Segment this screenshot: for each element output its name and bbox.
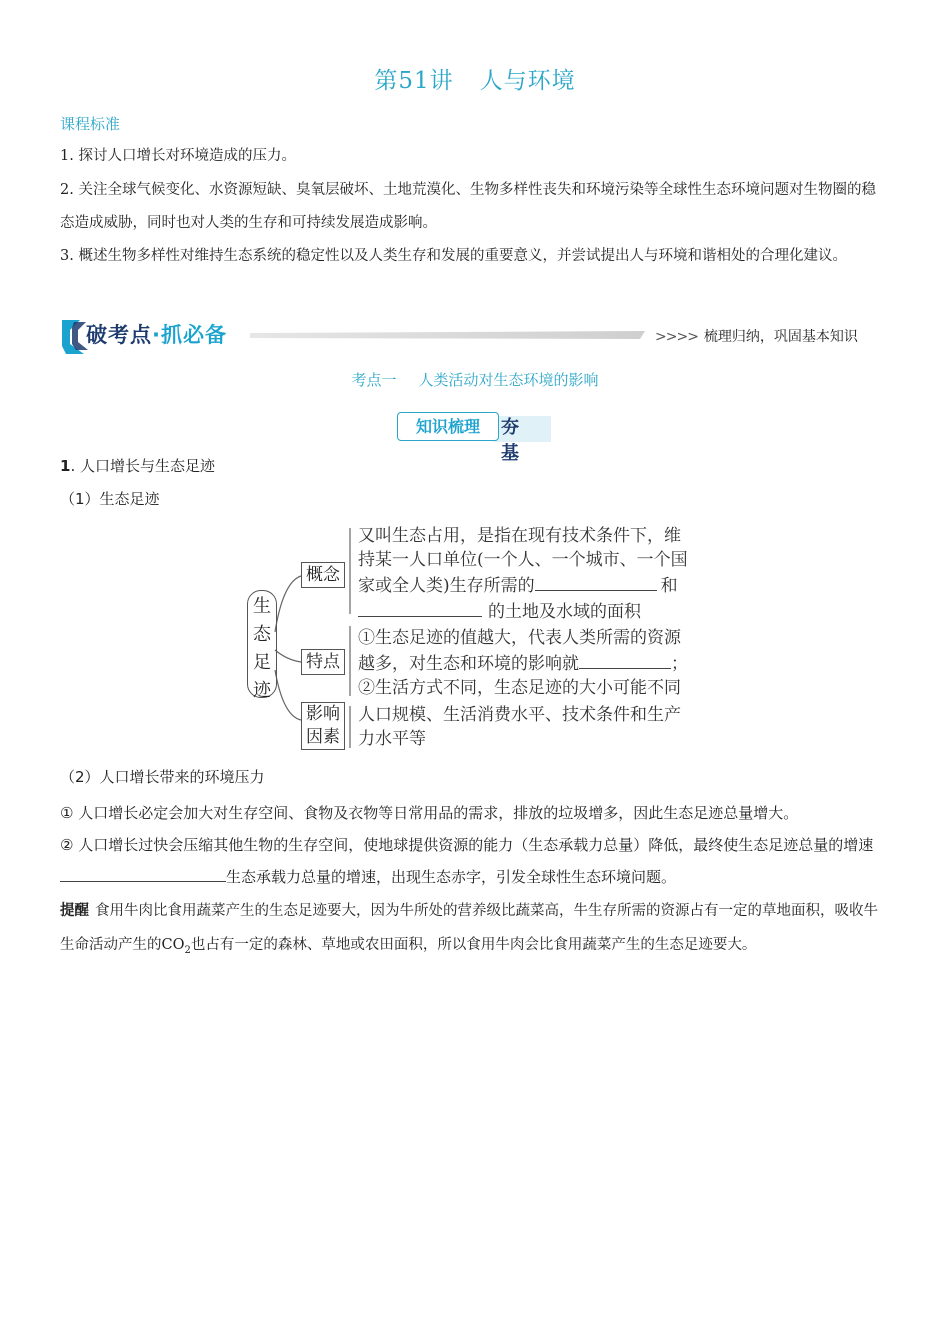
feature-line-2a: 越多，对生态和环境的影响就 [358, 654, 579, 674]
concept-line-3 [358, 572, 688, 598]
concept-line-3b: 和 [660, 576, 678, 596]
concept-text [358, 524, 688, 624]
section-heading-number: 1 [60, 457, 71, 475]
exam-point-label: 考点一 [351, 371, 397, 389]
tip-text-2: 也占有一定的森林、草地或农田面积，所以食用牛肉会比食用蔬菜产生的生态足迹要大。 [190, 937, 757, 953]
concept-line-1: 又叫生态占用，是指在现有技术条件下，维 [358, 526, 681, 546]
pressure-item-2 [60, 829, 890, 893]
concept-box: 概念 [301, 562, 345, 588]
subheading-footprint: （1）生态足迹 [60, 490, 160, 508]
concept-line-4 [358, 598, 688, 624]
feature-line-1: ①生态足迹的值越大，代表人类所需的资源 [358, 628, 681, 648]
node-char-2: 态 [253, 624, 271, 645]
factor-text [358, 703, 681, 751]
banner-title-part1: 破考点 [86, 323, 152, 347]
feature-box: 特点 [301, 649, 345, 675]
tip-paragraph [60, 894, 890, 968]
lecture-topic: 人与环境 [479, 68, 576, 94]
section-heading-text: . 人口增长与生态足迹 [70, 457, 215, 475]
chevrons-right-icon: >>>> [655, 329, 698, 345]
tip-text-1: 食用牛肉比食用蔬菜产生的生态足迹要大，因为牛所处的营养级比蔬菜高，牛生存所需的资源占有一定的草地面积，吸收牛生命活动产生的CO [60, 903, 878, 953]
feature-line-2 [358, 650, 688, 676]
factor-box [301, 702, 345, 750]
factor-line-1: 人口规模、生活消费水平、技术条件和生产 [358, 705, 681, 725]
banner-title-part2: 抓必备 [160, 323, 227, 347]
node-char-1: 生 [253, 596, 271, 617]
standard-item-3: 3. 概述生物多样性对维持生态系统的稳定性以及人类生存和发展的重要意义，并尝试提出人与环境和谐相处的合理化建议。 [60, 248, 847, 264]
concept-line-3a: 家或全人类)生存所需的 [358, 576, 535, 596]
tip-subscript: 2 [184, 944, 191, 956]
standard-item-2: 2. 关注全球气候变化、水资源短缺、臭氧层破坏、土地荒漠化、生物多样性丧失和环境污染等全球性生态环境问题对生物圈的稳态造成威胁，同时也对人类的生存和可持续发展造成影响。 [60, 182, 876, 231]
standards-label: 课程标准 [60, 115, 121, 133]
exam-point-title: 人类活动对生态环境的影响 [418, 371, 599, 389]
node-char-4: 迹 [253, 680, 271, 701]
feature-line-2b: ； [671, 654, 688, 674]
banner-subtitle [655, 326, 858, 346]
feature-line-3: ②生活方式不同，生态足迹的大小可能不同 [358, 678, 681, 698]
section-heading-1 [60, 455, 215, 476]
ecological-footprint-node [247, 590, 277, 701]
banner-subtitle-text: 梳理归纳，巩固基本知识 [703, 329, 858, 345]
blank-2[interactable] [358, 598, 482, 617]
feature-text [358, 626, 688, 700]
blank-1[interactable] [535, 572, 657, 591]
pressure-item-1: ① 人口增长必定会加大对生存空间、食物及衣物等日常用品的需求，排放的垃圾增多，因此生态足迹总量增大。 [60, 804, 799, 822]
banner-title [86, 319, 227, 349]
node-char-3: 足 [253, 652, 271, 673]
subheading-pressure: （2）人口增长带来的环境压力 [60, 768, 265, 786]
pressure-item-2a: ② 人口增长过快会压缩其他生物的生存空间，使地球提供资源的能力（生态承载力总量）降低，最终使生态足迹总量的增速 [60, 836, 874, 854]
knowledge-tag-word: 夯基 [501, 417, 519, 464]
banner-bar [250, 331, 645, 339]
blank-3[interactable] [579, 650, 671, 669]
factor-line-2: 力水平等 [358, 729, 426, 749]
knowledge-tag-box: 知识梳理 [397, 412, 499, 441]
pressure-item-2b: 生态承载力总量的增速，出现生态赤字，引发全球性生态环境问题。 [226, 868, 677, 886]
factor-label-line2: 因素 [306, 727, 340, 747]
tip-label: 提醒 [60, 903, 89, 919]
blank-4[interactable] [60, 865, 226, 882]
concept-line-2: 持某一人口单位(一个人、一个城市、一个国 [358, 550, 688, 570]
page-title [0, 62, 950, 95]
banner-dot: · [152, 323, 161, 347]
factor-label-line1: 影响 [306, 704, 340, 724]
standard-item-1: 1. 探讨人口增长对环境造成的压力。 [60, 148, 296, 164]
lecture-number: 第51讲 [374, 68, 454, 94]
concept-line-4-text: 的土地及水域的面积 [488, 602, 641, 622]
exam-point-heading [0, 369, 950, 390]
